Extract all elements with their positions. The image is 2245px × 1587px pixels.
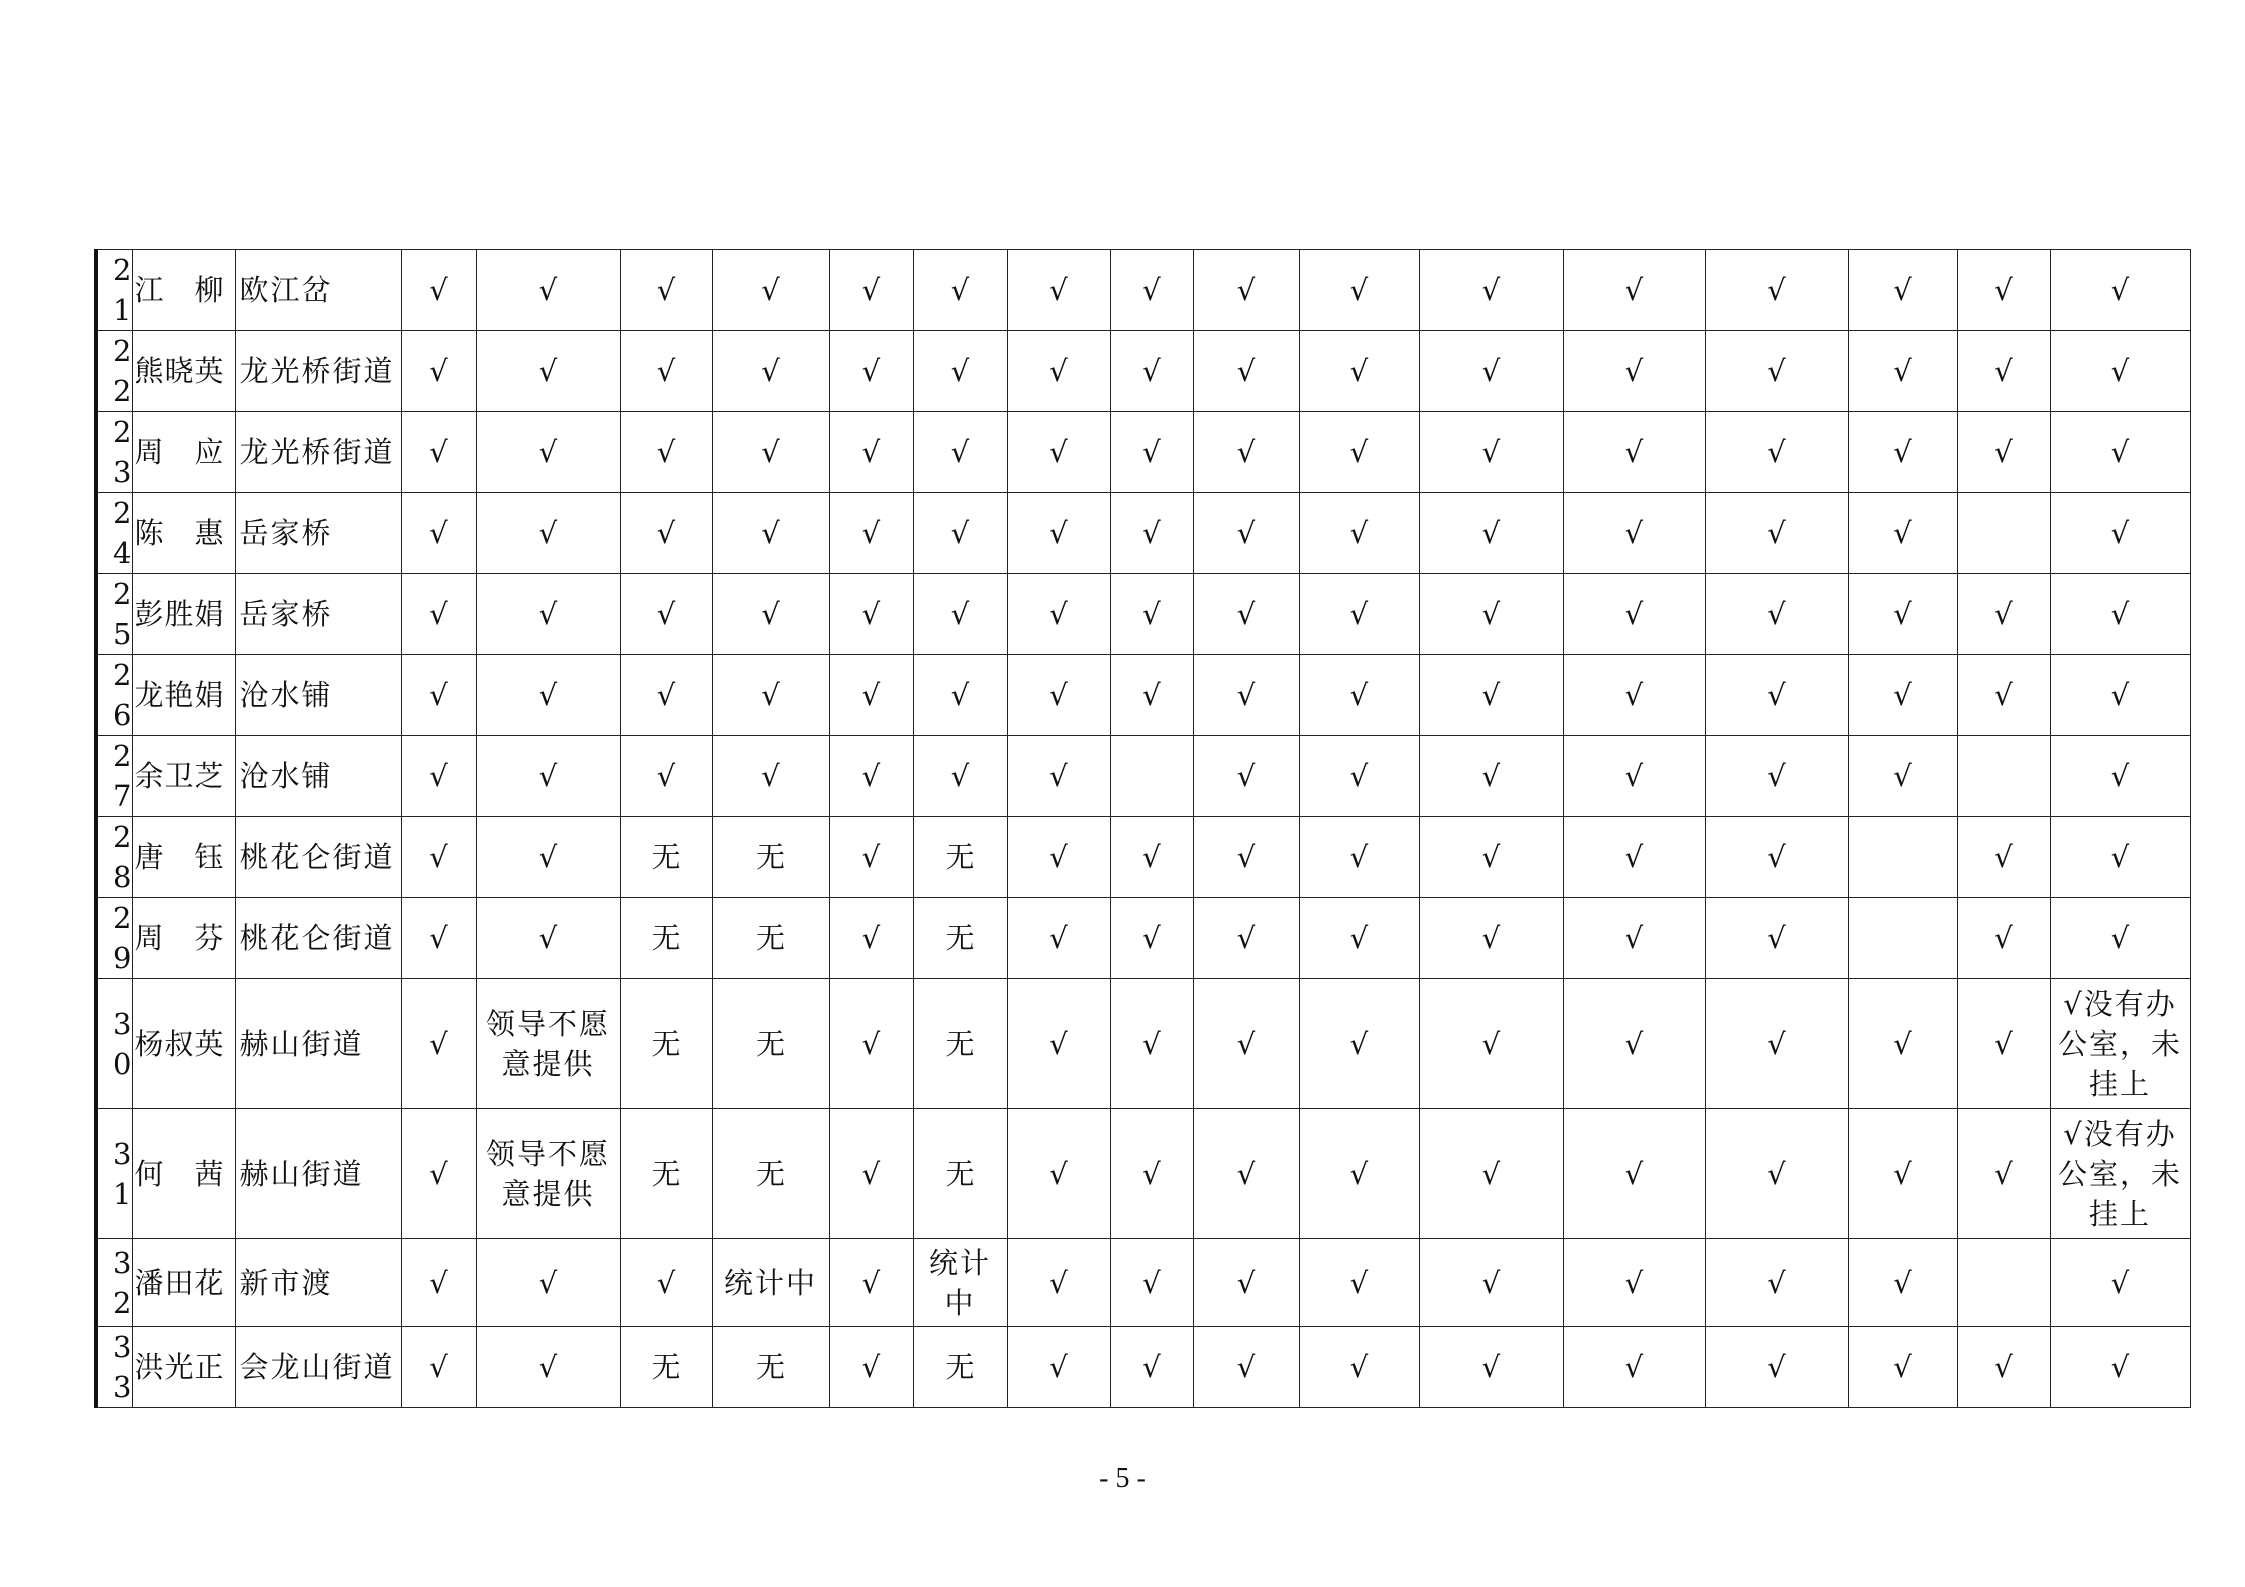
unit-cell: 沧水铺 (235, 655, 401, 736)
status-cell: √ (1299, 250, 1419, 331)
row-number-cell: 24 (96, 493, 132, 574)
status-cell: √ (1705, 1239, 1848, 1327)
table-row (96, 493, 2190, 574)
status-cell: 无 (620, 898, 712, 979)
status-cell: √ (620, 331, 712, 412)
status-cell: √ (1563, 655, 1705, 736)
status-cell: 领导不愿意提供 (476, 1109, 620, 1239)
page-number: - 5 - (1099, 1463, 1146, 1494)
status-cell: √ (1299, 817, 1419, 898)
unit-cell: 赫山街道 (235, 979, 401, 1109)
status-cell: √ (401, 250, 476, 331)
status-cell: √ (1705, 574, 1848, 655)
status-cell: √ (829, 250, 913, 331)
status-cell: √ (1007, 493, 1110, 574)
row-number-cell: 27 (96, 736, 132, 817)
status-cell: √ (620, 250, 712, 331)
status-cell: √ (1848, 331, 1957, 412)
status-cell: √ (1848, 655, 1957, 736)
status-cell: √ (1193, 817, 1299, 898)
unit-cell: 新市渡 (235, 1239, 401, 1327)
status-cell (1848, 817, 1957, 898)
status-cell: √ (1563, 493, 1705, 574)
row-number-cell: 32 (96, 1239, 132, 1327)
status-cell: √ (712, 250, 829, 331)
status-cell: √ (1563, 817, 1705, 898)
status-cell: √ (476, 1239, 620, 1327)
status-cell: √ (1110, 1109, 1193, 1239)
status-cell: √ (1110, 250, 1193, 331)
status-cell: √ (1193, 412, 1299, 493)
status-cell: √ (829, 979, 913, 1109)
status-cell: √ (1299, 1109, 1419, 1239)
status-cell: √ (712, 655, 829, 736)
status-cell: √ (476, 817, 620, 898)
name-cell: 龙艳娟 (132, 655, 235, 736)
status-cell: √ (829, 1109, 913, 1239)
status-cell: √ (1419, 412, 1563, 493)
status-cell: √ (1007, 1109, 1110, 1239)
status-cell: √ (1563, 412, 1705, 493)
status-cell: √ (829, 412, 913, 493)
status-cell: √ (829, 898, 913, 979)
unit-cell: 龙光桥街道 (235, 331, 401, 412)
status-cell: √ (1419, 1327, 1563, 1408)
status-cell: √ (2050, 412, 2190, 493)
name-cell: 唐 钰 (132, 817, 235, 898)
status-cell: √ (1007, 736, 1110, 817)
status-cell: √ (1007, 574, 1110, 655)
status-cell: √ (401, 493, 476, 574)
status-cell: √ (401, 412, 476, 493)
row-number-cell: 21 (96, 250, 132, 331)
status-cell: √ (1563, 736, 1705, 817)
status-cell: √ (1563, 574, 1705, 655)
status-cell: √ (913, 655, 1007, 736)
status-cell: √ (2050, 250, 2190, 331)
row-number-cell: 25 (96, 574, 132, 655)
status-cell: √ (2050, 898, 2190, 979)
status-cell: √ (1419, 574, 1563, 655)
status-cell: √ (829, 655, 913, 736)
unit-cell: 桃花仑街道 (235, 898, 401, 979)
status-cell: √ (1848, 1239, 1957, 1327)
status-cell: √ (1705, 817, 1848, 898)
status-cell: √ (1563, 898, 1705, 979)
status-cell: √ (913, 736, 1007, 817)
status-cell: √ (1957, 331, 2050, 412)
status-cell: √ (1299, 574, 1419, 655)
row-number-cell: 23 (96, 412, 132, 493)
row-number-cell: 31 (96, 1109, 132, 1239)
row-number-cell: 22 (96, 331, 132, 412)
table-row (96, 655, 2190, 736)
status-cell: √ (1957, 412, 2050, 493)
table-row (96, 412, 2190, 493)
status-cell (1110, 736, 1193, 817)
unit-cell: 会龙山街道 (235, 1327, 401, 1408)
status-cell: 无 (913, 898, 1007, 979)
status-cell: √ (1848, 250, 1957, 331)
status-cell: √ (1957, 250, 2050, 331)
status-cell: √ (1563, 331, 1705, 412)
status-cell: √ (1957, 1109, 2050, 1239)
status-cell: √ (1299, 898, 1419, 979)
status-cell: √ (401, 736, 476, 817)
unit-cell: 赫山街道 (235, 1109, 401, 1239)
status-cell: √ (2050, 817, 2190, 898)
status-cell: √ (1193, 574, 1299, 655)
status-cell: √ (476, 736, 620, 817)
status-cell: √ (401, 331, 476, 412)
row-number-cell: 29 (96, 898, 132, 979)
status-cell: √ (1110, 979, 1193, 1109)
status-cell: √ (1419, 250, 1563, 331)
status-cell: 统计中 (913, 1239, 1007, 1327)
status-cell: √ (620, 655, 712, 736)
status-cell: √ (712, 574, 829, 655)
status-cell: √ (2050, 655, 2190, 736)
name-cell: 彭胜娟 (132, 574, 235, 655)
status-cell: √ (913, 574, 1007, 655)
data-table (94, 249, 2191, 1408)
status-cell: √ (712, 493, 829, 574)
status-cell: √ (1193, 655, 1299, 736)
status-cell: √ (1848, 574, 1957, 655)
status-cell: √ (1193, 736, 1299, 817)
status-cell: √ (829, 331, 913, 412)
status-cell: √ (913, 493, 1007, 574)
status-cell: √ (829, 817, 913, 898)
status-cell: √ (1563, 1239, 1705, 1327)
status-cell: 领导不愿意提供 (476, 979, 620, 1109)
row-number-cell: 33 (96, 1327, 132, 1408)
name-cell: 周 芬 (132, 898, 235, 979)
status-cell: √ (2050, 1239, 2190, 1327)
status-cell: √ (829, 574, 913, 655)
status-cell: √ (1848, 979, 1957, 1109)
status-cell (1957, 493, 2050, 574)
status-cell: √ (1110, 655, 1193, 736)
status-cell: √ (1299, 736, 1419, 817)
status-cell: 无 (712, 979, 829, 1109)
status-cell: √ (1110, 412, 1193, 493)
status-cell: √ (1193, 250, 1299, 331)
status-cell: √ (1705, 736, 1848, 817)
status-cell: 统计中 (712, 1239, 829, 1327)
status-cell: 无 (712, 1109, 829, 1239)
status-cell: √ (1007, 1239, 1110, 1327)
status-cell: √ (2050, 331, 2190, 412)
name-cell: 余卫芝 (132, 736, 235, 817)
status-cell: √ (712, 736, 829, 817)
status-cell: √ (620, 493, 712, 574)
status-cell: 无 (913, 979, 1007, 1109)
status-cell: √没有办公室，未挂上 (2050, 1109, 2190, 1239)
status-cell: √ (401, 655, 476, 736)
table-row (96, 1109, 2190, 1239)
status-cell: √ (1419, 817, 1563, 898)
status-cell: 无 (712, 1327, 829, 1408)
status-cell: √ (1299, 979, 1419, 1109)
name-cell: 熊晓英 (132, 331, 235, 412)
status-cell: √ (401, 1327, 476, 1408)
status-cell: √ (476, 1327, 620, 1408)
status-cell: √ (1957, 979, 2050, 1109)
name-cell: 江 柳 (132, 250, 235, 331)
row-number-cell: 26 (96, 655, 132, 736)
status-cell: √ (1193, 1327, 1299, 1408)
status-cell: √ (1193, 493, 1299, 574)
status-cell: √ (476, 655, 620, 736)
name-cell: 潘田花 (132, 1239, 235, 1327)
status-cell: √ (1007, 331, 1110, 412)
table-row (96, 736, 2190, 817)
status-cell: 无 (620, 1109, 712, 1239)
status-cell: √ (1110, 331, 1193, 412)
status-cell: √ (1848, 1327, 1957, 1408)
status-cell: √ (1193, 1109, 1299, 1239)
status-cell (1957, 1239, 2050, 1327)
status-cell: √ (1299, 493, 1419, 574)
status-cell: √ (476, 574, 620, 655)
table-row (96, 574, 2190, 655)
status-cell: √ (1563, 1327, 1705, 1408)
name-cell: 陈 惠 (132, 493, 235, 574)
unit-cell: 龙光桥街道 (235, 412, 401, 493)
status-cell: √ (1848, 493, 1957, 574)
status-cell: √ (1563, 979, 1705, 1109)
status-cell: √ (1419, 898, 1563, 979)
status-cell: √ (1705, 898, 1848, 979)
table-row (96, 979, 2190, 1109)
status-cell: √ (1007, 817, 1110, 898)
status-cell: √ (1705, 1109, 1848, 1239)
status-cell: √ (401, 1239, 476, 1327)
status-cell: √ (1419, 655, 1563, 736)
status-cell: √ (1193, 898, 1299, 979)
row-number-cell: 28 (96, 817, 132, 898)
status-cell: √ (1299, 1327, 1419, 1408)
status-cell: √ (401, 1109, 476, 1239)
status-cell: √ (1299, 331, 1419, 412)
status-cell: √ (1007, 979, 1110, 1109)
status-cell: √ (1705, 1327, 1848, 1408)
status-cell: √ (1110, 1327, 1193, 1408)
status-cell: 无 (712, 898, 829, 979)
name-cell: 周 应 (132, 412, 235, 493)
status-cell: √ (1705, 655, 1848, 736)
name-cell: 杨叔英 (132, 979, 235, 1109)
status-cell: √ (1705, 331, 1848, 412)
status-cell: √ (1705, 412, 1848, 493)
status-cell: √ (1848, 1109, 1957, 1239)
unit-cell: 沧水铺 (235, 736, 401, 817)
table-body (96, 250, 2190, 1408)
status-cell: √ (1957, 898, 2050, 979)
status-cell: √ (2050, 574, 2190, 655)
status-cell: √ (1110, 817, 1193, 898)
status-cell: √ (913, 331, 1007, 412)
unit-cell: 欧江岔 (235, 250, 401, 331)
status-cell: √ (476, 412, 620, 493)
status-cell (1957, 736, 2050, 817)
status-cell: √ (1419, 493, 1563, 574)
status-cell: √ (913, 412, 1007, 493)
status-cell: √ (1419, 979, 1563, 1109)
status-cell: √ (620, 412, 712, 493)
status-cell: √ (401, 979, 476, 1109)
unit-cell: 岳家桥 (235, 493, 401, 574)
status-cell: √ (1419, 736, 1563, 817)
status-cell: √ (1007, 655, 1110, 736)
status-cell: √ (1299, 655, 1419, 736)
name-cell: 洪光正 (132, 1327, 235, 1408)
unit-cell: 岳家桥 (235, 574, 401, 655)
status-cell: 无 (913, 817, 1007, 898)
status-cell: 无 (913, 1109, 1007, 1239)
status-cell: √ (1299, 412, 1419, 493)
status-cell: √ (620, 736, 712, 817)
status-cell: 无 (712, 817, 829, 898)
status-cell: √ (401, 898, 476, 979)
status-cell: 无 (913, 1327, 1007, 1408)
status-cell: √ (829, 1327, 913, 1408)
status-cell: √ (1848, 412, 1957, 493)
status-cell: √ (1848, 736, 1957, 817)
status-cell: √ (712, 412, 829, 493)
status-cell: √ (1007, 1327, 1110, 1408)
table-row (96, 817, 2190, 898)
table-row (96, 1327, 2190, 1408)
status-cell: √ (476, 898, 620, 979)
status-cell: √ (401, 817, 476, 898)
status-cell: √ (913, 250, 1007, 331)
status-cell: √ (401, 574, 476, 655)
status-cell: √ (1110, 1239, 1193, 1327)
status-cell: 无 (620, 817, 712, 898)
status-cell: √ (1957, 1327, 2050, 1408)
unit-cell: 桃花仑街道 (235, 817, 401, 898)
status-cell: √ (1193, 331, 1299, 412)
table-row (96, 1239, 2190, 1327)
status-cell: √ (1007, 898, 1110, 979)
status-cell: √ (829, 736, 913, 817)
status-cell: √ (1563, 1109, 1705, 1239)
table-row (96, 331, 2190, 412)
table-row (96, 250, 2190, 331)
status-cell: √ (829, 493, 913, 574)
status-cell: √ (1007, 250, 1110, 331)
status-cell: 无 (620, 979, 712, 1109)
status-cell: √ (1299, 1239, 1419, 1327)
status-cell: √ (1419, 1239, 1563, 1327)
status-cell: √ (1957, 655, 2050, 736)
status-cell: √ (476, 250, 620, 331)
status-cell: √ (1957, 574, 2050, 655)
status-cell: √没有办公室，未挂上 (2050, 979, 2190, 1109)
row-number-cell: 30 (96, 979, 132, 1109)
status-cell: √ (1110, 574, 1193, 655)
status-cell: √ (1419, 1109, 1563, 1239)
status-cell: √ (2050, 736, 2190, 817)
status-cell: √ (620, 1239, 712, 1327)
status-cell: √ (1419, 331, 1563, 412)
status-cell: √ (2050, 493, 2190, 574)
status-cell: √ (1193, 979, 1299, 1109)
status-cell: √ (1007, 412, 1110, 493)
status-cell: √ (2050, 1327, 2190, 1408)
name-cell: 何 茜 (132, 1109, 235, 1239)
status-cell: √ (1705, 493, 1848, 574)
status-cell: √ (1705, 250, 1848, 331)
status-cell: √ (620, 574, 712, 655)
status-cell: √ (712, 331, 829, 412)
status-cell: √ (829, 1239, 913, 1327)
status-cell: √ (1563, 250, 1705, 331)
status-cell: √ (1705, 979, 1848, 1109)
status-cell: 无 (620, 1327, 712, 1408)
status-cell: √ (1110, 493, 1193, 574)
status-cell (1848, 898, 1957, 979)
status-cell: √ (1957, 817, 2050, 898)
table-row (96, 898, 2190, 979)
status-cell: √ (1193, 1239, 1299, 1327)
status-cell: √ (476, 493, 620, 574)
status-cell: √ (476, 331, 620, 412)
status-cell: √ (1110, 898, 1193, 979)
